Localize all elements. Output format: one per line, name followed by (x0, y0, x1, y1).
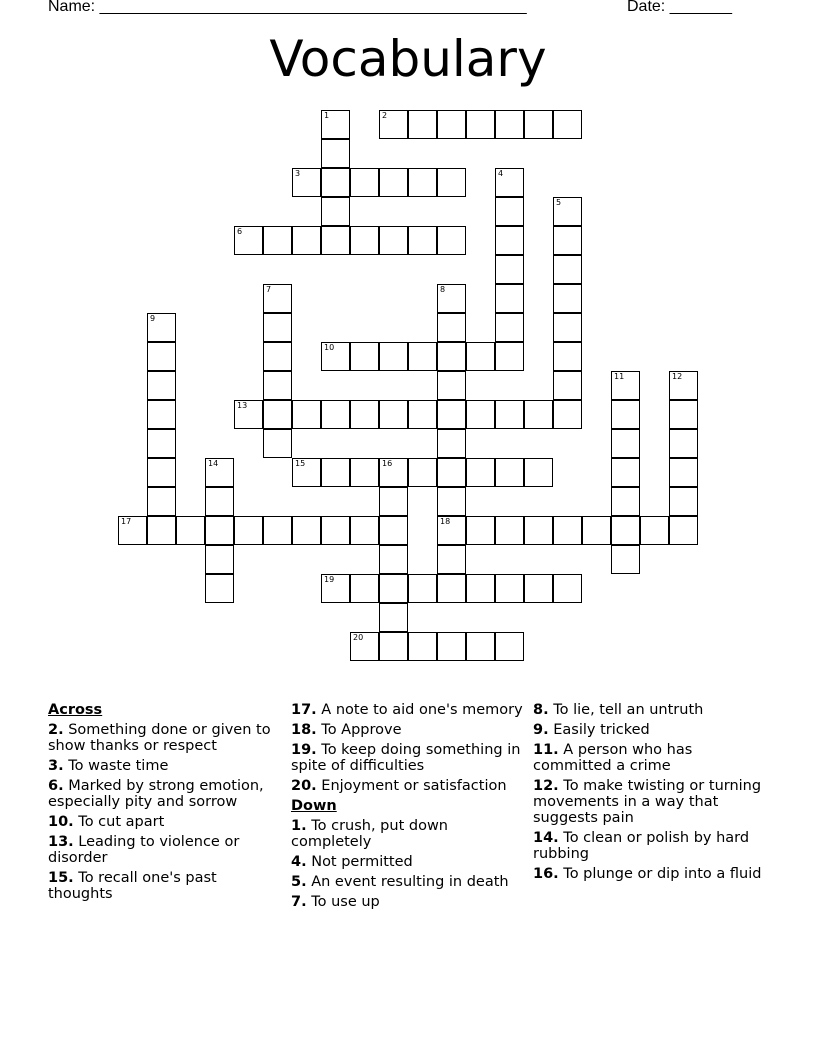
grid-cell[interactable] (611, 545, 640, 574)
clue-number: 12 (672, 372, 683, 381)
clue-number: 11 (614, 372, 625, 381)
grid-cell[interactable] (466, 632, 495, 661)
grid-cell[interactable] (350, 226, 379, 255)
grid-cell[interactable] (379, 110, 408, 139)
clue-text: To make twisting or turning movements in a way that suggests pain (533, 778, 762, 826)
clue-number: 18 (440, 517, 451, 526)
grid-cell[interactable] (234, 516, 263, 545)
grid-cell[interactable] (263, 429, 292, 458)
grid-cell[interactable] (466, 342, 495, 371)
grid-cell[interactable] (350, 342, 379, 371)
grid-cell[interactable] (669, 458, 698, 487)
clue-number-label: 15. (48, 870, 74, 886)
clue-item (48, 778, 283, 810)
grid-cell[interactable] (321, 458, 350, 487)
grid-cell[interactable] (495, 110, 524, 139)
clue-number: 4 (498, 169, 504, 178)
grid-cell[interactable] (495, 168, 524, 197)
grid-cell[interactable] (466, 516, 495, 545)
grid-cell[interactable] (553, 226, 582, 255)
clue-item (291, 742, 526, 774)
grid-cell[interactable] (321, 197, 350, 226)
grid-cell[interactable] (553, 516, 582, 545)
clue-text: Marked by strong emotion, especially pity and sorrow (48, 778, 264, 810)
page-title: Vocabulary (269, 30, 547, 88)
clue-number: 19 (324, 575, 335, 584)
grid-cell[interactable] (379, 574, 408, 603)
grid-cell[interactable] (321, 516, 350, 545)
clue-number-label: 9. (533, 722, 549, 738)
grid-cell[interactable] (205, 487, 234, 516)
grid-cell[interactable] (437, 545, 466, 574)
grid-cell[interactable] (466, 400, 495, 429)
grid-cell[interactable] (379, 168, 408, 197)
grid-cell[interactable] (611, 371, 640, 400)
grid-cell[interactable] (292, 458, 321, 487)
grid-cell[interactable] (350, 516, 379, 545)
clue-number-label: 17. (291, 702, 317, 718)
grid-cell[interactable] (205, 516, 234, 545)
clue-number-label: 2. (48, 722, 64, 738)
clues-column-3 (533, 702, 768, 886)
grid-cell[interactable] (466, 110, 495, 139)
clue-number-label: 13. (48, 834, 74, 850)
clue-item (48, 870, 283, 902)
grid-cell[interactable] (495, 632, 524, 661)
grid-cell[interactable] (640, 516, 669, 545)
grid-cell[interactable] (263, 284, 292, 313)
clue-text: Leading to violence or disorder (48, 834, 240, 866)
grid-cell[interactable] (263, 226, 292, 255)
clues-column-1 (48, 702, 283, 906)
grid-cell[interactable] (524, 574, 553, 603)
clue-item (533, 866, 768, 882)
grid-cell[interactable] (437, 168, 466, 197)
clue-number: 5 (556, 198, 562, 207)
grid-cell[interactable] (379, 400, 408, 429)
grid-cell[interactable] (669, 371, 698, 400)
grid-cell[interactable] (379, 458, 408, 487)
grid-cell[interactable] (147, 516, 176, 545)
grid-cell[interactable] (350, 458, 379, 487)
grid-cell[interactable] (321, 110, 350, 139)
grid-cell[interactable] (437, 342, 466, 371)
grid-cell[interactable] (147, 458, 176, 487)
clue-item (291, 818, 526, 850)
grid-cell[interactable] (524, 110, 553, 139)
clue-number-label: 8. (533, 702, 549, 718)
clue-number: 6 (237, 227, 243, 236)
clue-number: 17 (121, 517, 132, 526)
grid-cell[interactable] (669, 429, 698, 458)
grid-cell[interactable] (234, 226, 263, 255)
grid-cell[interactable] (408, 458, 437, 487)
clue-text: Something done or given to show thanks or respect (48, 722, 271, 754)
grid-cell[interactable] (408, 110, 437, 139)
grid-cell[interactable] (495, 313, 524, 342)
clue-item (291, 722, 526, 738)
clue-number-label: 10. (48, 814, 74, 830)
clue-text: To keep doing something in spite of difficulties (291, 742, 521, 774)
clue-number: 14 (208, 459, 219, 468)
clue-number-label: 3. (48, 758, 64, 774)
grid-cell[interactable] (495, 197, 524, 226)
grid-cell[interactable] (553, 110, 582, 139)
grid-cell[interactable] (437, 632, 466, 661)
grid-cell[interactable] (321, 226, 350, 255)
clues-column-2 (291, 702, 526, 914)
grid-cell[interactable] (495, 574, 524, 603)
clue-item (533, 722, 768, 738)
grid-cell[interactable] (379, 226, 408, 255)
grid-cell[interactable] (350, 632, 379, 661)
grid-cell[interactable] (350, 400, 379, 429)
grid-cell[interactable] (292, 400, 321, 429)
across-heading: Across (48, 702, 103, 718)
clue-item (291, 894, 526, 910)
clue-item (291, 778, 526, 794)
down-heading: Down (291, 798, 337, 814)
clue-number-label: 12. (533, 778, 559, 794)
clue-text: To lie, tell an untruth (553, 702, 704, 718)
clue-number-label: 14. (533, 830, 559, 846)
clue-number: 9 (150, 314, 156, 323)
grid-cell[interactable] (611, 458, 640, 487)
grid-cell[interactable] (408, 226, 437, 255)
clue-number-label: 18. (291, 722, 317, 738)
grid-cell[interactable] (611, 487, 640, 516)
grid-cell[interactable] (321, 139, 350, 168)
clue-number: 8 (440, 285, 446, 294)
grid-cell[interactable] (408, 168, 437, 197)
grid-cell[interactable] (147, 371, 176, 400)
clue-number-label: 19. (291, 742, 317, 758)
grid-cell[interactable] (553, 371, 582, 400)
clue-text: To waste time (68, 758, 169, 774)
clue-number: 7 (266, 285, 272, 294)
clue-item (48, 758, 283, 774)
clue-number-label: 7. (291, 894, 307, 910)
grid-cell[interactable] (437, 458, 466, 487)
clue-text: To use up (311, 894, 380, 910)
clue-number-label: 16. (533, 866, 559, 882)
clue-number: 16 (382, 459, 393, 468)
grid-cell[interactable] (205, 458, 234, 487)
grid-cell[interactable] (611, 429, 640, 458)
grid-cell[interactable] (263, 400, 292, 429)
grid-cell[interactable] (669, 400, 698, 429)
grid-cell[interactable] (263, 516, 292, 545)
grid-cell[interactable] (147, 429, 176, 458)
clue-number: 13 (237, 401, 248, 410)
clue-number-label: 11. (533, 742, 559, 758)
clue-number-label: 6. (48, 778, 64, 794)
date-field-label[interactable]: Date: _______ (627, 0, 732, 15)
grid-cell[interactable] (553, 197, 582, 226)
grid-cell[interactable] (321, 400, 350, 429)
clue-item (533, 778, 768, 826)
grid-cell[interactable] (176, 516, 205, 545)
grid-cell[interactable] (292, 226, 321, 255)
grid-cell[interactable] (437, 400, 466, 429)
grid-cell[interactable] (524, 516, 553, 545)
clue-number: 15 (295, 459, 306, 468)
grid-cell[interactable] (205, 545, 234, 574)
grid-cell[interactable] (524, 400, 553, 429)
grid-cell[interactable] (379, 632, 408, 661)
grid-cell[interactable] (495, 516, 524, 545)
grid-cell[interactable] (437, 516, 466, 545)
grid-cell[interactable] (292, 168, 321, 197)
clue-number-label: 20. (291, 778, 317, 794)
clue-item (291, 874, 526, 890)
grid-cell[interactable] (466, 574, 495, 603)
grid-cell[interactable] (292, 516, 321, 545)
clue-number-label: 5. (291, 874, 307, 890)
grid-cell[interactable] (118, 516, 147, 545)
grid-cell[interactable] (553, 342, 582, 371)
grid-cell[interactable] (553, 574, 582, 603)
grid-cell[interactable] (437, 284, 466, 313)
grid-cell[interactable] (669, 487, 698, 516)
grid-cell[interactable] (611, 516, 640, 545)
clue-item (48, 834, 283, 866)
clue-text: A person who has committed a crime (533, 742, 693, 774)
clue-item (533, 830, 768, 862)
clue-item (533, 702, 768, 718)
grid-cell[interactable] (437, 371, 466, 400)
clue-text: Easily tricked (553, 722, 650, 738)
grid-cell[interactable] (466, 458, 495, 487)
grid-cell[interactable] (263, 371, 292, 400)
clue-number: 2 (382, 111, 388, 120)
clue-item (291, 702, 526, 718)
grid-cell[interactable] (437, 487, 466, 516)
grid-cell[interactable] (147, 313, 176, 342)
grid-cell[interactable] (437, 226, 466, 255)
clue-text: Not permitted (311, 854, 413, 870)
clue-text: To plunge or dip into a fluid (563, 866, 762, 882)
clue-text: To crush, put down completely (291, 818, 448, 850)
grid-cell[interactable] (495, 342, 524, 371)
clue-text: A note to aid one's memory (321, 702, 523, 718)
clue-text: To Approve (321, 722, 402, 738)
grid-cell[interactable] (379, 487, 408, 516)
grid-cell[interactable] (437, 429, 466, 458)
grid-cell[interactable] (408, 400, 437, 429)
grid-cell[interactable] (437, 110, 466, 139)
clue-number: 3 (295, 169, 301, 178)
grid-cell[interactable] (321, 342, 350, 371)
clue-text: To clean or polish by hard rubbing (533, 830, 750, 862)
clue-number: 1 (324, 111, 330, 120)
grid-cell[interactable] (408, 632, 437, 661)
grid-cell[interactable] (147, 400, 176, 429)
clue-number: 20 (353, 633, 364, 642)
clue-item (533, 742, 768, 774)
clue-text: Enjoyment or satisfaction (321, 778, 507, 794)
grid-cell[interactable] (611, 400, 640, 429)
grid-cell[interactable] (437, 574, 466, 603)
grid-cell[interactable] (495, 400, 524, 429)
grid-cell[interactable] (263, 342, 292, 371)
grid-cell[interactable] (669, 516, 698, 545)
grid-cell[interactable] (495, 284, 524, 313)
name-field-label[interactable]: Name: ________________________________________________ (48, 0, 527, 15)
clue-item (48, 722, 283, 754)
clue-number: 10 (324, 343, 335, 352)
grid-cell[interactable] (437, 313, 466, 342)
grid-cell[interactable] (524, 458, 553, 487)
grid-cell[interactable] (205, 574, 234, 603)
grid-cell[interactable] (379, 342, 408, 371)
grid-cell[interactable] (495, 226, 524, 255)
clue-text: An event resulting in death (311, 874, 509, 890)
grid-cell[interactable] (321, 574, 350, 603)
grid-cell[interactable] (553, 400, 582, 429)
grid-cell[interactable] (408, 342, 437, 371)
grid-cell[interactable] (495, 255, 524, 284)
clue-text: To cut apart (78, 814, 165, 830)
clue-item (48, 814, 283, 830)
grid-cell[interactable] (321, 168, 350, 197)
clue-item (291, 854, 526, 870)
grid-cell[interactable] (495, 458, 524, 487)
grid-cell[interactable] (350, 168, 379, 197)
grid-cell[interactable] (234, 400, 263, 429)
grid-cell[interactable] (379, 516, 408, 545)
grid-cell[interactable] (147, 487, 176, 516)
grid-cell[interactable] (350, 574, 379, 603)
clue-text: To recall one's past thoughts (48, 870, 217, 902)
grid-cell[interactable] (553, 284, 582, 313)
grid-cell[interactable] (147, 342, 176, 371)
clue-number-label: 1. (291, 818, 307, 834)
grid-cell[interactable] (408, 574, 437, 603)
grid-cell[interactable] (553, 313, 582, 342)
grid-cell[interactable] (263, 313, 292, 342)
grid-cell[interactable] (379, 603, 408, 632)
grid-cell[interactable] (379, 545, 408, 574)
grid-cell[interactable] (553, 255, 582, 284)
grid-cell[interactable] (582, 516, 611, 545)
clue-number-label: 4. (291, 854, 307, 870)
